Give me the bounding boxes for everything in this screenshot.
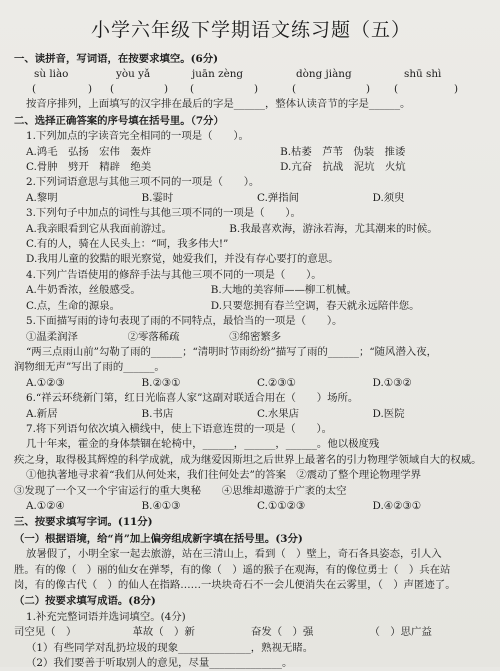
part-1-passage-line-3: 岗，有的像古代（ ）的仙人在指路……一块块奇石不一会儿便消失在云雾里，（ ）声匿迹了。 [14, 579, 456, 591]
q2-option-a: A.黎明 [26, 191, 58, 204]
blank-open-2: ( [110, 83, 115, 96]
q4-option-d: D.只要您拥有春兰空调，春天就永远陪伴您。 [210, 299, 420, 312]
q5-passage-line-2: 润物细无声”写出了雨的______。 [14, 361, 165, 374]
q2-option-b: B.霎时 [141, 191, 174, 204]
blank-close-4: ) [366, 83, 371, 96]
q7-option-b: B.④①③ [141, 499, 181, 512]
q1-options-row-1 [14, 145, 488, 160]
q7-option-a: A.①②④ [26, 499, 65, 512]
q4-stem: 4.下列广告语使用的修辞手法与其他三项不同的一项是（ ）。 [26, 268, 322, 281]
q5-options [14, 376, 488, 391]
q7-stem: 7.将下列语句依次填入横线中，使上下语意连贯的一项是（ ）。 [26, 422, 333, 435]
q2-stem: 2.下列词语意思与其他三项不同的一项是（ ）。 [26, 176, 260, 189]
q5-option-d: D.①③② [372, 376, 412, 389]
q6-option-c: C.水果店 [257, 407, 300, 420]
q1-option-d: D.亢奋 抗战 泥坑 火炕 [280, 161, 406, 174]
idiom-4: （ ）思广益 [369, 626, 432, 639]
blank-close-5: ) [454, 83, 459, 96]
q5-feature-2: ②零落稀疏 [127, 330, 180, 343]
q7-passage-line-1: 几十年来，霍金的身体禁锢在轮椅中，______，______，______。他以极度残 [26, 438, 380, 451]
page-title: 小学六年级下学期语文练习题（五） [90, 19, 411, 41]
q6-options [14, 407, 488, 422]
q1-option-b: B.枯萎 芦苇 伪装 推诿 [280, 145, 406, 158]
part-1-passage-line-1: 放暑假了，小明全家一起去旅游，站在三清山上，看到（ ）壁上，奇石各具姿态，引人入 [26, 548, 442, 561]
idiom-question-1: （1）有些同学对乱扔垃圾的现象______________，熟视无睹。 [26, 641, 314, 654]
blank-close-3: ) [254, 83, 259, 96]
q5-feature-3: ③绵密繁多 [229, 330, 282, 343]
idiom-1: 司空见（ ） [14, 626, 77, 639]
q5-passage-line-1: “两三点雨山前”勾勒了雨的______；“清明时节雨纷纷”描写了雨的______；“随风潜入夜， [26, 345, 438, 358]
q3-stem: 3.下列句子中加点的词性与其他三项不同的一项是（ ）。 [26, 207, 301, 220]
q6-stem: 6.“祥云环绕新门第，红日光临喜人家”这副对联适合用在（ ）场所。 [26, 392, 359, 405]
section-3-heading: 三、按要求填写字词。(11分) [14, 516, 153, 529]
part-2-subheading: 1.补充完整词语并选词填空。(4分) [26, 610, 186, 623]
q7-passage-line-2: 疾之身，取得极其辉煌的科学成就，成为继爱因斯坦之后世界上最著名的引力物理学领域自大的权威。 [14, 453, 482, 466]
q1-stem: 1.下列加点的字读音完全相同的一项是（ ）。 [26, 130, 249, 143]
section-1-heading: 一、读拼音，写词语，在按要求填空。(6分) [14, 53, 219, 65]
blank-close-1: ) [88, 83, 93, 96]
q4-options-row-2 [14, 299, 488, 314]
q1-option-c: C.骨肿 劈开 精辟 绝美 [26, 161, 152, 174]
blank-open-1: ( [32, 83, 37, 96]
q5-option-c: C.②③① [257, 376, 296, 389]
part-1-heading: （一）根据语境，给“肖”加上偏旁组成新字填在括号里。(3分) [14, 532, 303, 545]
q2-option-d: D.须臾 [372, 191, 405, 204]
q2-options [14, 191, 488, 206]
q4-option-a: A.牛奶香浓，丝般感受。 [26, 284, 141, 297]
q4-option-b: B.大地的美容师——柳工机械。 [210, 284, 357, 297]
blank-open-5: ( [394, 83, 399, 96]
q5-stem: 5.下面描写雨的诗句表现了雨的不同特点，最恰当的一项是（ ）。 [26, 315, 343, 328]
q6-option-d: D.医院 [372, 407, 405, 420]
pinyin-5: shū shì [404, 68, 442, 81]
q1-options-row-2 [14, 160, 488, 175]
q5-option-a: A.①②③ [26, 376, 65, 389]
part-2-heading: （二）按要求填写成语。(8分) [14, 595, 156, 608]
q7-options [14, 499, 488, 514]
q3-option-a: A.我亲眼看到它从我面前游过。 [26, 222, 172, 235]
q5-option-b: B.②③① [141, 376, 181, 389]
q7-sentence-line-2: ③发现了一个又一个宇宙运行的重大奥秘 ④思维却遨游于广袤的太空 [14, 484, 347, 497]
idiom-question-2: （2）我们要善于听取别人的意见，尽量______________。 [26, 657, 293, 670]
q4-options-row-1 [14, 283, 488, 298]
idiom-2: 革故（ ）新 [132, 626, 195, 639]
blank-close-2: ) [164, 83, 169, 96]
pinyin-row [14, 67, 488, 82]
idiom-3: 奋发（ ）强 [251, 626, 314, 639]
q4-option-c: C.点，生命的源泉。 [26, 299, 121, 312]
q7-option-c: C.①①②③ [257, 499, 306, 512]
section-2-heading: 二、选择正确答案的序号填在括号里。（7分） [14, 114, 224, 127]
q3-option-b: B.我最喜欢海，游泳若海，尤其潮来的时候。 [229, 222, 438, 235]
q2-option-c: C.弹指间 [257, 191, 300, 204]
blank-open-3: ( [190, 83, 195, 96]
q6-option-a: A.新居 [26, 407, 58, 420]
pinyin-4: dòng jiàng [296, 68, 352, 81]
q7-option-d: D.④②③① [372, 499, 422, 512]
q3-options-row-1 [14, 222, 488, 237]
pinyin-3: juān zèng [192, 68, 244, 81]
q3-option-d: D.我用儿童的狡黠的眼光察觉，她爱我们，并没有存心要打的意思。 [26, 253, 339, 266]
blank-open-4: ( [292, 83, 297, 96]
pinyin-1: sù liào [34, 68, 69, 81]
idiom-list [14, 625, 488, 640]
part-1-passage-line-2: 胜。有的像（ ）丽的仙女在弹琴，有的像（ ）遥的猴子在观海，有的像位勇士（ ）兵在站 [14, 563, 451, 576]
q6-option-b: B.书店 [141, 407, 174, 420]
q7-sentence-line-1: ①他执著地寻求着“我们从何处来，我们往何处去”的答案 ②震动了整个理论物理学界 [26, 469, 422, 482]
q1-option-a: A.鸿毛 弘扬 宏伟 轰炸 [26, 145, 152, 158]
q3-option-c: C.有的人，骑在人民头上：“呵，我多伟大!” [26, 238, 229, 251]
section-1-note: 按音序排列，上面填写的汉字排在最后的字是______，整体认读音节的字是______。 [26, 98, 411, 111]
q5-features [14, 330, 488, 345]
q5-feature-1: ①温柔润泽 [26, 330, 78, 343]
pinyin-2: yòu yǎ [116, 68, 151, 81]
answer-blanks-row [14, 82, 488, 97]
